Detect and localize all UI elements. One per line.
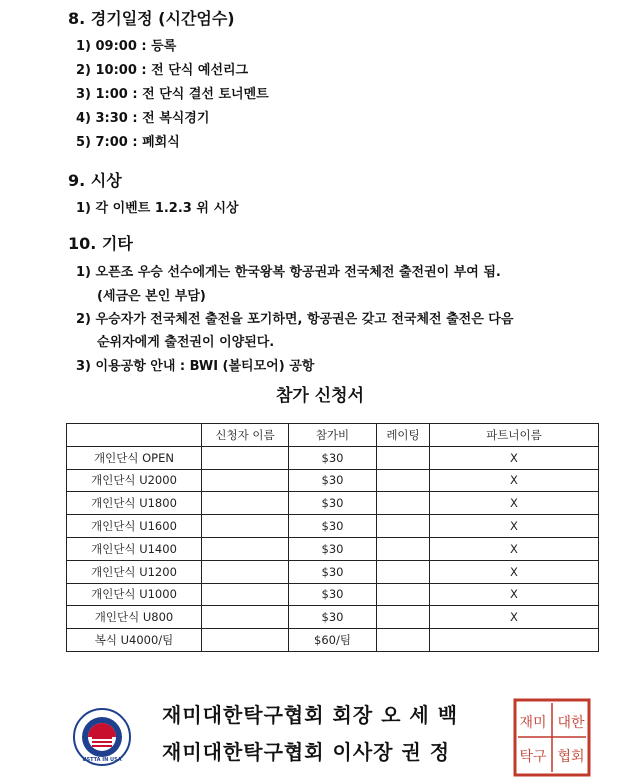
partner-name-cell: X bbox=[430, 560, 599, 583]
header-cell: 레이팅 bbox=[377, 424, 430, 447]
item-number: 5) 7:00 : bbox=[76, 135, 138, 150]
rating-cell[interactable] bbox=[377, 560, 430, 583]
fee-cell: $30 bbox=[289, 492, 377, 515]
event-cell: 개인단식 OPEN bbox=[67, 446, 202, 469]
fee-cell: $60/팀 bbox=[289, 629, 377, 652]
section-10-heading: 10. 기타 bbox=[68, 234, 133, 253]
table-header-row bbox=[67, 424, 599, 447]
partner-name-cell: X bbox=[430, 469, 599, 492]
table-row bbox=[67, 492, 599, 515]
applicant-name-cell[interactable] bbox=[202, 583, 289, 606]
schedule-item bbox=[76, 107, 209, 126]
item-text: 오픈조 우승 선수에게는 한국왕복 항공권과 전국체전 출전권이 부여 됨. bbox=[95, 265, 501, 280]
rating-cell[interactable] bbox=[377, 583, 430, 606]
rating-cell[interactable] bbox=[377, 606, 430, 629]
rating-cell[interactable] bbox=[377, 515, 430, 538]
item-number: 3) 1:00 : bbox=[76, 87, 138, 102]
item-text: 폐회식 bbox=[142, 135, 180, 150]
award-item bbox=[76, 197, 239, 216]
partner-name-cell: X bbox=[430, 583, 599, 606]
applicant-name-cell[interactable] bbox=[202, 560, 289, 583]
item-number: 2) 10:00 : bbox=[76, 63, 147, 78]
item-continuation: 순위자에게 출전권이 이양된다. bbox=[97, 335, 275, 350]
item-number: 4) 3:30 : bbox=[76, 111, 138, 126]
item-number: 1) bbox=[76, 265, 91, 280]
item-text: 이용공항 안내 : BWI (볼티모어) 공항 bbox=[95, 359, 315, 374]
fee-cell: $30 bbox=[289, 560, 377, 583]
event-cell: 개인단식 U1600 bbox=[67, 515, 202, 538]
item-number: 1) 09:00 : bbox=[76, 39, 147, 54]
schedule-item bbox=[76, 83, 269, 102]
rating-cell[interactable] bbox=[377, 446, 430, 469]
item-number: 1) bbox=[76, 201, 91, 216]
fee-cell: $30 bbox=[289, 537, 377, 560]
rating-cell[interactable] bbox=[377, 469, 430, 492]
header-cell: 파트너이름 bbox=[430, 424, 599, 447]
seal-glyph: 협회 bbox=[557, 749, 585, 765]
header-cell: 참가비 bbox=[289, 424, 377, 447]
other-item bbox=[76, 355, 314, 374]
applicant-name-cell[interactable] bbox=[202, 446, 289, 469]
partner-name-cell: X bbox=[430, 446, 599, 469]
event-cell: 개인단식 U1400 bbox=[67, 537, 202, 560]
item-text: 전 단식 결선 토너멘트 bbox=[142, 87, 269, 102]
header-cell bbox=[67, 424, 202, 447]
table-row bbox=[67, 515, 599, 538]
item-text: 각 이벤트 1.2.3 위 시상 bbox=[95, 201, 239, 216]
president-signature-line: 재미대한탁구협회 회장 오 세 백 bbox=[162, 703, 459, 727]
seal-glyph: 탁구 bbox=[519, 749, 547, 765]
applicant-name-cell[interactable] bbox=[202, 629, 289, 652]
applicant-name-cell[interactable] bbox=[202, 606, 289, 629]
association-logo bbox=[72, 707, 132, 767]
event-cell: 개인단식 U800 bbox=[67, 606, 202, 629]
item-text: 전 복식경기 bbox=[142, 111, 210, 126]
table-row bbox=[67, 606, 599, 629]
rating-cell[interactable] bbox=[377, 537, 430, 560]
partner-name-cell: X bbox=[430, 537, 599, 560]
table-row bbox=[67, 446, 599, 469]
event-cell: 개인단식 U2000 bbox=[67, 469, 202, 492]
section-8-heading: 8. 경기일정 (시간엄수) bbox=[68, 9, 235, 28]
fee-cell: $30 bbox=[289, 606, 377, 629]
section-9-heading: 9. 시상 bbox=[68, 171, 122, 190]
table-row bbox=[67, 469, 599, 492]
event-cell: 개인단식 U1800 bbox=[67, 492, 202, 515]
item-text: 전 단식 예선리그 bbox=[151, 63, 249, 78]
event-cell: 개인단식 U1200 bbox=[67, 560, 202, 583]
table-row bbox=[67, 560, 599, 583]
logo-text: USTTA IN USA bbox=[82, 757, 122, 763]
application-table bbox=[66, 423, 599, 652]
applicant-name-cell[interactable] bbox=[202, 469, 289, 492]
header-cell: 신청자 이름 bbox=[202, 424, 289, 447]
table-row bbox=[67, 583, 599, 606]
fee-cell: $30 bbox=[289, 469, 377, 492]
fee-cell: $30 bbox=[289, 446, 377, 469]
applicant-name-cell[interactable] bbox=[202, 515, 289, 538]
rating-cell[interactable] bbox=[377, 492, 430, 515]
partner-name-cell: X bbox=[430, 606, 599, 629]
rating-cell[interactable] bbox=[377, 629, 430, 652]
seal-glyph: 대한 bbox=[557, 715, 585, 731]
event-cell: 복식 U4000/팀 bbox=[67, 629, 202, 652]
form-title: 참가 신청서 bbox=[275, 386, 365, 406]
schedule-item bbox=[76, 131, 180, 150]
fee-cell: $30 bbox=[289, 583, 377, 606]
table-row bbox=[67, 537, 599, 560]
chairman-signature-line: 재미대한탁구협회 이사장 권 정 bbox=[162, 740, 451, 764]
fee-cell: $30 bbox=[289, 515, 377, 538]
table-row bbox=[67, 629, 599, 652]
seal-glyph: 재미 bbox=[519, 715, 547, 731]
applicant-name-cell[interactable] bbox=[202, 492, 289, 515]
item-number: 2) bbox=[76, 312, 91, 327]
applicant-name-cell[interactable] bbox=[202, 537, 289, 560]
partner-name-cell bbox=[430, 629, 599, 652]
item-continuation: (세금은 본인 부담) bbox=[97, 289, 206, 304]
other-item bbox=[76, 308, 513, 327]
official-seal bbox=[512, 697, 592, 778]
item-text: 우승자가 전국체전 출전을 포기하면, 항공권은 갖고 전국체전 출전은 다음 bbox=[95, 312, 514, 327]
partner-name-cell: X bbox=[430, 515, 599, 538]
schedule-item bbox=[76, 59, 248, 78]
other-item bbox=[76, 261, 501, 280]
item-text: 등록 bbox=[151, 39, 177, 54]
partner-name-cell: X bbox=[430, 492, 599, 515]
event-cell: 개인단식 U1000 bbox=[67, 583, 202, 606]
schedule-item bbox=[76, 35, 176, 54]
item-number: 3) bbox=[76, 359, 91, 374]
